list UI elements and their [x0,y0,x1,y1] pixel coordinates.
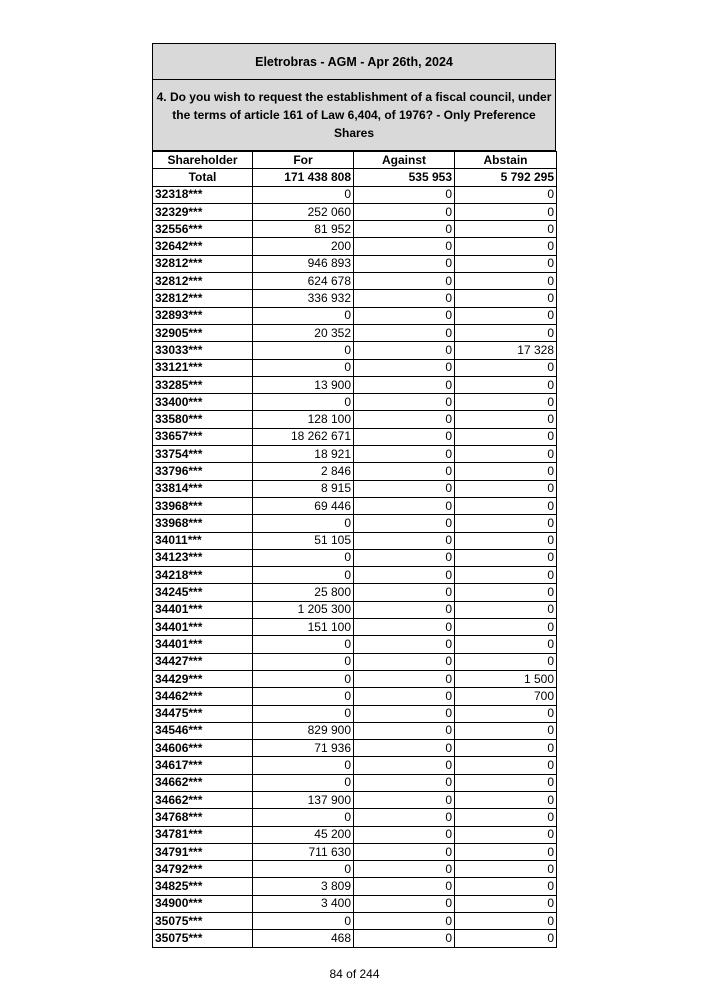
for-cell: 336 932 [253,290,354,307]
for-cell: 711 630 [253,843,354,860]
against-cell: 0 [354,740,455,757]
table-row [153,428,557,445]
table-row [153,290,557,307]
table-row [153,861,557,878]
shareholder-cell: 34617*** [153,757,253,774]
for-cell: 0 [253,549,354,566]
for-cell: 8 915 [253,480,354,497]
abstain-cell: 0 [455,878,557,895]
for-cell: 0 [253,394,354,411]
abstain-cell: 0 [455,307,557,324]
shareholder-cell: 34825*** [153,878,253,895]
abstain-cell: 17 328 [455,342,557,359]
table-row [153,480,557,497]
shareholder-cell: 34781*** [153,826,253,843]
table-row [153,722,557,739]
table-row [153,895,557,912]
table-row [153,636,557,653]
shareholder-cell: 34401*** [153,601,253,618]
for-cell: 1 205 300 [253,601,354,618]
for-cell: 624 678 [253,273,354,290]
for-cell: 0 [253,359,354,376]
shareholder-cell: 33814*** [153,480,253,497]
total-label: Total [153,169,253,186]
abstain-cell: 0 [455,549,557,566]
total-against: 535 953 [354,169,455,186]
abstain-cell: 0 [455,394,557,411]
against-cell: 0 [354,688,455,705]
shareholder-cell: 34791*** [153,843,253,860]
table-row [153,463,557,480]
table-row [153,670,557,687]
for-cell: 3 400 [253,895,354,912]
shareholder-cell: 33285*** [153,376,253,393]
abstain-cell: 0 [455,273,557,290]
for-cell: 51 105 [253,532,354,549]
table-row [153,843,557,860]
against-cell: 0 [354,290,455,307]
for-cell: 0 [253,861,354,878]
for-cell: 0 [253,636,354,653]
question-text: 4. Do you wish to request the establishment of a fiscal council, under the terms of article 161 of Law 6,404, of 1976? - Only Preference Shares [152,80,556,151]
for-cell: 151 100 [253,619,354,636]
against-cell: 0 [354,515,455,532]
against-cell: 0 [354,532,455,549]
against-cell: 0 [354,307,455,324]
for-cell: 69 446 [253,497,354,514]
shareholder-cell: 32329*** [153,203,253,220]
table-row [153,203,557,220]
table-row [153,774,557,791]
shareholder-cell: 34768*** [153,809,253,826]
table-row [153,515,557,532]
shareholder-cell: 32893*** [153,307,253,324]
against-cell: 0 [354,722,455,739]
against-cell: 0 [354,324,455,341]
abstain-cell: 0 [455,221,557,238]
table-row [153,532,557,549]
for-cell: 137 900 [253,791,354,808]
abstain-cell: 0 [455,774,557,791]
table-row [153,791,557,808]
abstain-cell: 700 [455,688,557,705]
against-cell: 0 [354,791,455,808]
for-cell: 0 [253,757,354,774]
against-cell: 0 [354,238,455,255]
shareholder-cell: 34662*** [153,774,253,791]
shareholder-cell: 33968*** [153,515,253,532]
against-cell: 0 [354,653,455,670]
shareholder-cell: 34606*** [153,740,253,757]
against-cell: 0 [354,878,455,895]
table-row [153,394,557,411]
against-cell: 0 [354,895,455,912]
shareholder-cell: 34546*** [153,722,253,739]
table-row [153,653,557,670]
shareholder-cell: 32642*** [153,238,253,255]
shareholder-cell: 34427*** [153,653,253,670]
table-row [153,601,557,618]
abstain-cell: 1 500 [455,670,557,687]
for-cell: 2 846 [253,463,354,480]
shareholder-cell: 35075*** [153,913,253,930]
against-cell: 0 [354,619,455,636]
abstain-cell: 0 [455,290,557,307]
against-cell: 0 [354,359,455,376]
total-row [153,169,557,186]
abstain-cell: 0 [455,636,557,653]
for-cell: 0 [253,913,354,930]
shareholder-cell: 34123*** [153,549,253,566]
table-row [153,913,557,930]
abstain-cell: 0 [455,861,557,878]
shareholder-cell: 34900*** [153,895,253,912]
table-row [153,688,557,705]
for-cell: 25 800 [253,584,354,601]
for-cell: 20 352 [253,324,354,341]
for-cell: 0 [253,670,354,687]
total-for: 171 438 808 [253,169,354,186]
shareholder-cell: 32812*** [153,290,253,307]
abstain-cell: 0 [455,619,557,636]
table-row [153,878,557,895]
table-row [153,359,557,376]
against-cell: 0 [354,774,455,791]
table-row [153,549,557,566]
abstain-cell: 0 [455,428,557,445]
for-cell: 468 [253,930,354,947]
for-cell: 0 [253,688,354,705]
abstain-cell: 0 [455,601,557,618]
shareholder-cell: 34429*** [153,670,253,687]
against-cell: 0 [354,255,455,272]
table-row [153,584,557,601]
abstain-cell: 0 [455,238,557,255]
abstain-cell: 0 [455,809,557,826]
table-row [153,446,557,463]
against-cell: 0 [354,930,455,947]
against-cell: 0 [354,428,455,445]
for-cell: 0 [253,186,354,203]
for-cell: 45 200 [253,826,354,843]
column-header-against: Against [354,152,455,169]
shareholder-cell: 34475*** [153,705,253,722]
abstain-cell: 0 [455,791,557,808]
shareholder-cell: 34245*** [153,584,253,601]
against-cell: 0 [354,757,455,774]
against-cell: 0 [354,861,455,878]
for-cell: 200 [253,238,354,255]
abstain-cell: 0 [455,359,557,376]
against-cell: 0 [354,826,455,843]
for-cell: 128 100 [253,411,354,428]
against-cell: 0 [354,670,455,687]
against-cell: 0 [354,843,455,860]
shareholder-cell: 33121*** [153,359,253,376]
shareholder-cell: 34011*** [153,532,253,549]
shareholder-cell: 35075*** [153,930,253,947]
abstain-cell: 0 [455,567,557,584]
for-cell: 946 893 [253,255,354,272]
against-cell: 0 [354,480,455,497]
for-cell: 0 [253,515,354,532]
against-cell: 0 [354,567,455,584]
for-cell: 0 [253,705,354,722]
against-cell: 0 [354,636,455,653]
shareholder-cell: 34218*** [153,567,253,584]
for-cell: 0 [253,342,354,359]
for-cell: 0 [253,653,354,670]
for-cell: 0 [253,567,354,584]
against-cell: 0 [354,203,455,220]
abstain-cell: 0 [455,480,557,497]
abstain-cell: 0 [455,722,557,739]
table-row [153,411,557,428]
shareholder-cell: 34792*** [153,861,253,878]
abstain-cell: 0 [455,532,557,549]
against-cell: 0 [354,705,455,722]
against-cell: 0 [354,411,455,428]
against-cell: 0 [354,221,455,238]
for-cell: 0 [253,307,354,324]
against-cell: 0 [354,273,455,290]
page-number: 84 of 244 [329,967,380,981]
abstain-cell: 0 [455,497,557,514]
shareholder-cell: 32905*** [153,324,253,341]
abstain-cell: 0 [455,584,557,601]
shareholder-cell: 32318*** [153,186,253,203]
shareholder-cell: 32812*** [153,255,253,272]
against-cell: 0 [354,809,455,826]
against-cell: 0 [354,394,455,411]
shareholder-cell: 33400*** [153,394,253,411]
abstain-cell: 0 [455,757,557,774]
total-abstain: 5 792 295 [455,169,557,186]
table-row [153,342,557,359]
table-row [153,307,557,324]
abstain-cell: 0 [455,653,557,670]
abstain-cell: 0 [455,446,557,463]
table-row [153,255,557,272]
table-row [153,186,557,203]
for-cell: 71 936 [253,740,354,757]
shareholder-cell: 34462*** [153,688,253,705]
shareholder-cell: 33580*** [153,411,253,428]
against-cell: 0 [354,497,455,514]
table-row [153,567,557,584]
abstain-cell: 0 [455,324,557,341]
table-row [153,826,557,843]
table-row [153,324,557,341]
vote-report-sheet [152,43,556,948]
for-cell: 0 [253,774,354,791]
abstain-cell: 0 [455,705,557,722]
abstain-cell: 0 [455,376,557,393]
for-cell: 18 921 [253,446,354,463]
for-cell: 18 262 671 [253,428,354,445]
shareholder-cell: 34401*** [153,636,253,653]
table-row [153,757,557,774]
shareholder-cell: 34401*** [153,619,253,636]
shareholder-cell: 32556*** [153,221,253,238]
abstain-cell: 0 [455,826,557,843]
for-cell: 829 900 [253,722,354,739]
against-cell: 0 [354,913,455,930]
table-row [153,497,557,514]
column-header-abstain: Abstain [455,152,557,169]
abstain-cell: 0 [455,895,557,912]
report-title: Eletrobras - AGM - Apr 26th, 2024 [152,43,556,80]
shareholder-cell: 33033*** [153,342,253,359]
abstain-cell: 0 [455,411,557,428]
abstain-cell: 0 [455,843,557,860]
abstain-cell: 0 [455,740,557,757]
abstain-cell: 0 [455,186,557,203]
abstain-cell: 0 [455,203,557,220]
for-cell: 0 [253,809,354,826]
for-cell: 81 952 [253,221,354,238]
table-row [153,930,557,947]
shareholder-cell: 33657*** [153,428,253,445]
against-cell: 0 [354,342,455,359]
table-row [153,705,557,722]
against-cell: 0 [354,186,455,203]
table-row [153,376,557,393]
votes-table [152,151,557,948]
for-cell: 3 809 [253,878,354,895]
shareholder-cell: 32812*** [153,273,253,290]
for-cell: 13 900 [253,376,354,393]
against-cell: 0 [354,584,455,601]
column-header-shareholder: Shareholder [153,152,253,169]
for-cell: 252 060 [253,203,354,220]
abstain-cell: 0 [455,255,557,272]
abstain-cell: 0 [455,913,557,930]
against-cell: 0 [354,376,455,393]
table-row [153,740,557,757]
table-row [153,273,557,290]
table-row [153,221,557,238]
shareholder-cell: 33968*** [153,497,253,514]
table-row [153,809,557,826]
against-cell: 0 [354,446,455,463]
abstain-cell: 0 [455,515,557,532]
header-row [153,152,557,169]
table-row [153,619,557,636]
table-row [153,238,557,255]
column-header-for: For [253,152,354,169]
against-cell: 0 [354,463,455,480]
against-cell: 0 [354,549,455,566]
against-cell: 0 [354,601,455,618]
abstain-cell: 0 [455,463,557,480]
shareholder-cell: 33796*** [153,463,253,480]
shareholder-cell: 33754*** [153,446,253,463]
shareholder-cell: 34662*** [153,791,253,808]
abstain-cell: 0 [455,930,557,947]
